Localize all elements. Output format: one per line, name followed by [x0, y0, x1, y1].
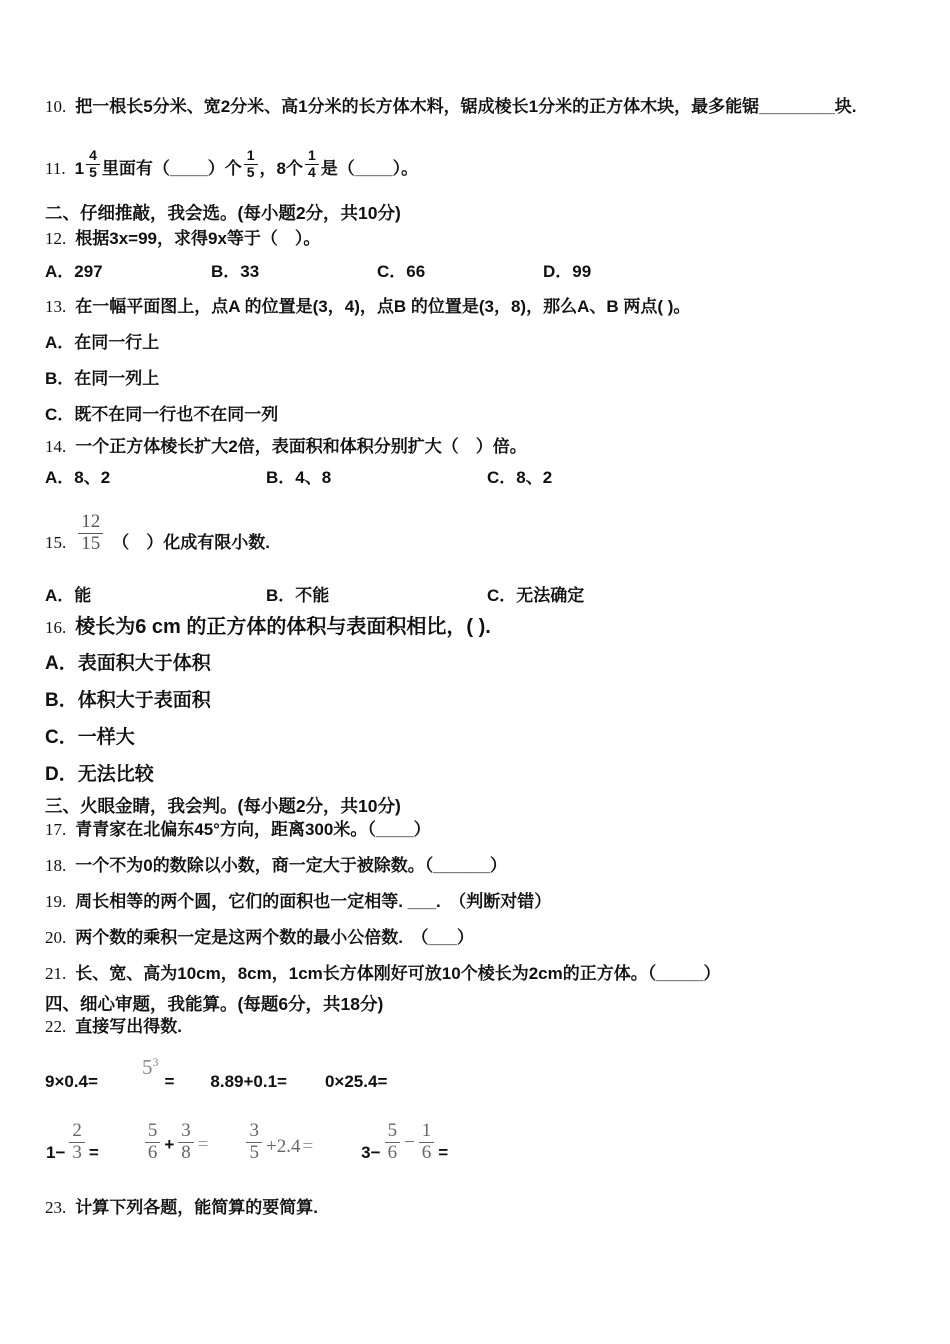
option-a: A．能	[45, 586, 92, 605]
fraction-12-15	[78, 512, 103, 555]
question-13-option-b: B．在同一列上	[45, 369, 160, 388]
question-19	[45, 890, 895, 914]
equals-sign: =	[88, 1143, 99, 1162]
operand: 3−	[361, 1143, 381, 1162]
operand: 1−	[46, 1143, 66, 1162]
fraction-1-5	[244, 148, 258, 180]
equals-sign: =	[302, 1136, 314, 1157]
fraction-denominator: 5	[246, 1142, 262, 1164]
question-20-text: 两个数的乘积一定是这两个数的最小公倍数. （___）	[75, 928, 474, 947]
expression-3-5-plus-2.4	[243, 1121, 314, 1164]
question-10	[45, 95, 895, 119]
fraction-numerator: 1	[246, 147, 255, 164]
fraction-4-5	[86, 148, 100, 180]
fraction-1-4	[305, 148, 319, 180]
question-11-text-2: ，8个	[259, 159, 303, 178]
option-a: A．8、2	[45, 468, 111, 487]
expression-8.89+0.1: 8.89+0.1=	[210, 1072, 287, 1091]
question-12-number: 12.	[45, 229, 67, 248]
option-a: A．297	[45, 262, 103, 281]
option-c: C．66	[377, 262, 426, 281]
option-b: B．4、8	[266, 468, 332, 487]
question-10-blank: ________	[759, 97, 835, 116]
question-15	[45, 497, 895, 555]
expression-0x25.4: 0×25.4=	[324, 1072, 388, 1091]
question-17-number: 17.	[45, 820, 67, 839]
section-4-heading: 四、细心审题，我能算。(每题6分，共18分)	[45, 994, 384, 1014]
power-exponent: 3	[152, 1055, 159, 1069]
minus-sign: −	[404, 1132, 415, 1153]
section-2-heading: 二、仔细推敲，我会选。(每小题2分，共10分)	[45, 203, 401, 223]
option-c: C．8、2	[487, 468, 553, 487]
fraction-numerator: 5	[387, 1120, 398, 1142]
fraction-numerator: 1	[307, 147, 316, 164]
fraction-5-6	[145, 1121, 161, 1164]
fraction-numerator: 12	[81, 511, 101, 533]
question-14-number: 14.	[45, 437, 67, 456]
expression-1-minus-2-3	[45, 1121, 100, 1164]
question-18-text: 一个不为0的数除以小数，商一定大于被除数。（______）	[75, 856, 507, 875]
fraction-3-5	[246, 1121, 262, 1164]
question-20-number: 20.	[45, 928, 67, 947]
question-22-number: 22.	[45, 1017, 67, 1036]
question-15-text: （ ）化成有限小数.	[112, 533, 270, 552]
question-19-text: 周长相等的两个圆，它们的面积也一定相等. ___. （判断对错）	[75, 892, 552, 911]
question-18	[45, 854, 895, 878]
question-14-text: 一个正方体棱长扩大2倍，表面积和体积分别扩大（ ）倍。	[75, 437, 527, 456]
question-11-text-3: 是（____）。	[320, 159, 419, 178]
expression-3-minus-5-6-minus-1-6	[360, 1121, 449, 1164]
question-11-text-1: 里面有（____）个	[101, 159, 242, 178]
question-15-options	[45, 585, 895, 607]
option-b: B．33	[211, 262, 260, 281]
question-21-text: 长、宽、高为10cm，8cm，1cm长方体刚好可放10个棱长为2cm的正方体。（_____）	[75, 964, 721, 983]
fraction-denominator: 5	[86, 164, 100, 180]
question-13-text: 在一幅平面图上，点A 的位置是(3，4)，点B 的位置是(3，8)，那么A、B 两点( )。	[75, 297, 691, 316]
question-14-options	[45, 467, 895, 489]
option-b: B．不能	[266, 586, 330, 605]
mental-math-row-1	[45, 1052, 895, 1092]
fraction-numerator: 4	[89, 147, 97, 164]
question-17-text: 青青家在北偏东45°方向，距离300米。（____）	[75, 820, 431, 839]
equals-sign: =	[164, 1072, 175, 1091]
plus-sign: +	[164, 1135, 175, 1154]
option-c: C．无法确定	[487, 586, 585, 605]
fraction-numerator: 2	[72, 1120, 82, 1142]
question-17	[45, 818, 895, 842]
fraction-3-8	[178, 1121, 194, 1164]
option-d: D．99	[543, 262, 592, 281]
fraction-denominator: 15	[78, 533, 103, 555]
question-13-number: 13.	[45, 297, 67, 316]
power-base: 5	[141, 1055, 153, 1079]
fraction-denominator: 6	[385, 1142, 401, 1164]
fraction-5-6	[385, 1121, 401, 1164]
fraction-2-3	[69, 1121, 85, 1164]
expression-5-6-plus-3-8	[142, 1121, 210, 1164]
expression-5-cubed	[142, 1055, 159, 1080]
fraction-denominator: 5	[244, 164, 258, 180]
fraction-numerator: 3	[181, 1120, 191, 1142]
question-21	[45, 962, 895, 986]
question-18-number: 18.	[45, 856, 67, 875]
question-16-option-c: C．一样大	[45, 727, 135, 748]
question-11	[45, 137, 895, 181]
question-13-option-a: A．在同一行上	[45, 333, 160, 352]
question-10-text: 把一根长5分米、宽2分米、高1分米的长方体木料，锯成棱长1分米的正方体木块，最多能锯	[75, 97, 760, 116]
operand: +2.4	[265, 1136, 301, 1157]
question-12-options	[45, 261, 895, 283]
question-21-number: 21.	[45, 964, 67, 983]
question-22	[45, 1016, 895, 1038]
question-16-text: 棱长为6 cm 的正方体的体积与表面积相比，( ).	[75, 616, 491, 638]
question-23	[45, 1196, 895, 1220]
question-13-option-c: C．既不在同一行也不在同一列	[45, 405, 279, 424]
question-12-text: 根据3x=99，求得9x等于（ ）。	[75, 229, 321, 248]
fraction-denominator: 6	[145, 1142, 161, 1164]
fraction-numerator: 5	[147, 1120, 158, 1142]
question-16	[45, 615, 895, 640]
question-11-number: 11.	[45, 159, 66, 178]
equals-sign: =	[438, 1143, 449, 1162]
fraction-numerator: 3	[249, 1120, 259, 1142]
question-14	[45, 435, 895, 459]
fraction-1-6	[419, 1121, 435, 1164]
mixed-number-whole: 1	[74, 159, 85, 178]
question-22-text: 直接写出得数.	[75, 1017, 182, 1036]
question-10-suffix: 块.	[834, 97, 857, 116]
question-20	[45, 926, 895, 950]
fraction-denominator: 6	[419, 1142, 435, 1164]
mental-math-row-2	[45, 1104, 895, 1164]
question-16-option-d: D．无法比较	[45, 764, 154, 785]
equals-sign: =	[197, 1134, 209, 1155]
question-10-number: 10.	[45, 97, 67, 116]
fraction-numerator: 1	[421, 1120, 432, 1142]
fraction-denominator: 8	[178, 1142, 194, 1164]
question-23-text: 计算下列各题，能简算的要简算.	[75, 1198, 318, 1217]
section-3-heading: 三、火眼金睛，我会判。(每小题2分，共10分)	[45, 796, 401, 816]
question-23-number: 23.	[45, 1198, 67, 1217]
question-19-number: 19.	[45, 892, 67, 911]
expression-9x0.4: 9×0.4=	[45, 1072, 98, 1091]
question-15-number: 15.	[45, 533, 67, 552]
question-13	[45, 295, 895, 319]
fraction-denominator: 4	[305, 164, 319, 180]
question-16-number: 16.	[45, 618, 67, 637]
question-16-option-b: B．体积大于表面积	[45, 690, 211, 711]
question-12	[45, 227, 895, 251]
fraction-denominator: 3	[69, 1142, 85, 1164]
question-16-option-a: A．表面积大于体积	[45, 653, 211, 674]
